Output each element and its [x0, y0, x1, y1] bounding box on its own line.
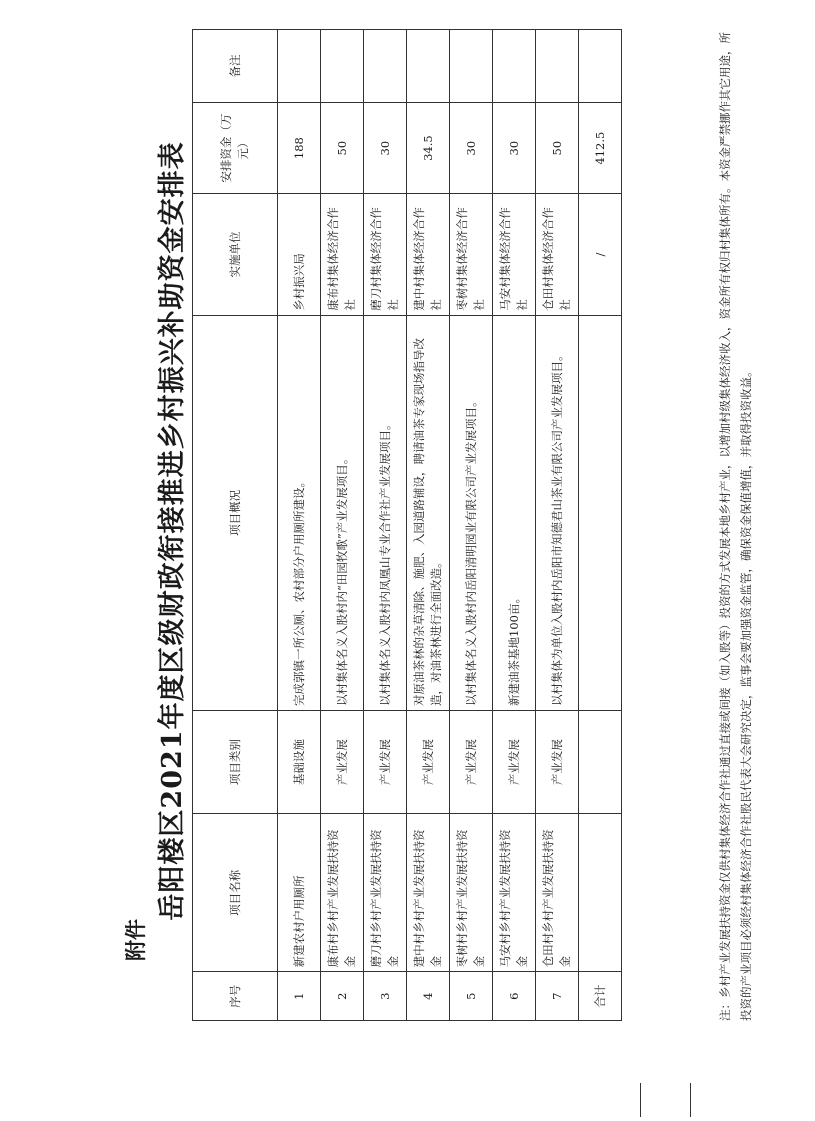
row-no: 1 [278, 972, 321, 1021]
row-category: 产业发展 [364, 710, 407, 813]
row-summary: 对原油茶林的杂草清除、施肥、入园道路铺设，聘请油茶专家现场指导改造，对油茶林进行全面改造。 [407, 315, 450, 710]
row-unit: 磨刀村集体经济合作社 [364, 194, 407, 316]
row-summary: 以村集体为单位入股村内岳阳市知德君山茶业有限公司产业发展项目。 [536, 315, 579, 710]
total-unit: / [579, 194, 622, 316]
table-header-row [193, 30, 278, 1021]
row-project-name: 新建农村户用厕所 [278, 814, 321, 972]
table-row [536, 30, 579, 1021]
row-amount: 30 [493, 103, 536, 194]
table-row [493, 30, 536, 1021]
row-unit: 乡村振兴局 [278, 194, 321, 316]
row-category: 基础设施 [278, 710, 321, 813]
header-summary: 项目概况 [193, 315, 278, 710]
total-empty [579, 814, 622, 972]
attachment-label: 附件 [124, 919, 148, 961]
row-project-name: 建中村乡村产业发展扶持资金 [407, 814, 450, 972]
row-project-name: 枣树村乡村产业发展扶持资金 [450, 814, 493, 972]
row-category: 产业发展 [450, 710, 493, 813]
row-no: 2 [321, 972, 364, 1021]
row-unit: 枣树村集体经济合作社 [450, 194, 493, 316]
row-unit: 康布村集体经济合作社 [321, 194, 364, 316]
row-amount: 50 [321, 103, 364, 194]
row-project-name: 磨刀村乡村产业发展扶持资金 [364, 814, 407, 972]
row-no: 3 [364, 972, 407, 1021]
row-summary: 以村集体名义入股村内“田园牧歌”产业发展项目。 [321, 315, 364, 710]
total-row [579, 30, 622, 1021]
scan-mark [640, 1083, 641, 1117]
row-note [364, 30, 407, 103]
row-note [450, 30, 493, 103]
header-unit: 实施单位 [193, 194, 278, 316]
row-amount: 50 [536, 103, 579, 194]
row-project-name: 康布村乡村产业发展扶持资金 [321, 814, 364, 972]
row-unit: 仓田村集体经济合作社 [536, 194, 579, 316]
header-note: 备注 [193, 30, 278, 103]
row-note [536, 30, 579, 103]
row-project-name: 仓田村乡村产业发展扶持资金 [536, 814, 579, 972]
row-note [321, 30, 364, 103]
row-summary: 新建油茶基地100亩。 [493, 315, 536, 710]
row-note [493, 30, 536, 103]
row-amount: 30 [364, 103, 407, 194]
row-no: 7 [536, 972, 579, 1021]
row-note [407, 30, 450, 103]
row-category: 产业发展 [321, 710, 364, 813]
row-note [278, 30, 321, 103]
row-summary: 以村集体名义入股村内凤凰山专业合作社产业发展项目。 [364, 315, 407, 710]
row-amount: 188 [278, 103, 321, 194]
footnote: 注：乡村产业发展扶持资金仅供村集体经济合作社通过直接或间接（如入股等）投资的方式发展本地乡村产业，以增加村级集体经济收入，资金所有权归村集体所有。本资金严禁挪作其它用途，所投资的产业项目必须经村集体经济合作社股民代表大会研究决定，监事会要加强资金监管，确保资金保值增值，并取得投资收益。 [718, 32, 754, 1021]
row-category: 产业发展 [407, 710, 450, 813]
total-label: 合计 [579, 972, 622, 1021]
table-row [450, 30, 493, 1021]
header-no: 序号 [193, 972, 278, 1021]
row-unit: 马安村集体经济合作社 [493, 194, 536, 316]
row-no: 6 [493, 972, 536, 1021]
total-empty [579, 30, 622, 103]
table-body [278, 30, 622, 1021]
row-summary: 完成郭镇一所公厕、农村部分户用厕所建设。 [278, 315, 321, 710]
row-category: 产业发展 [493, 710, 536, 813]
total-empty [579, 710, 622, 813]
row-amount: 30 [450, 103, 493, 194]
fund-allocation-table [192, 29, 622, 1021]
row-summary: 以村集体名义入股村内岳阳清明园业有限公司产业发展项目。 [450, 315, 493, 710]
header-amount: 安排资金（万元） [193, 103, 278, 194]
row-no: 5 [450, 972, 493, 1021]
header-category: 项目类别 [193, 710, 278, 813]
total-empty [579, 315, 622, 710]
total-amount: 412.5 [579, 103, 622, 194]
scan-mark [690, 1083, 691, 1117]
table-row [278, 30, 321, 1021]
row-project-name: 马安村乡村产业发展扶持资金 [493, 814, 536, 972]
row-unit: 建中村集体经济合作社 [407, 194, 450, 316]
document-title: 岳阳楼区2021年度区级财政衔接推进乡村振兴补助资金安排表 [157, 141, 188, 921]
row-category: 产业发展 [536, 710, 579, 813]
row-amount: 34.5 [407, 103, 450, 194]
row-no: 4 [407, 972, 450, 1021]
table-row [321, 30, 364, 1021]
table-row [364, 30, 407, 1021]
table-row [407, 30, 450, 1021]
header-project-name: 项目名称 [193, 814, 278, 972]
